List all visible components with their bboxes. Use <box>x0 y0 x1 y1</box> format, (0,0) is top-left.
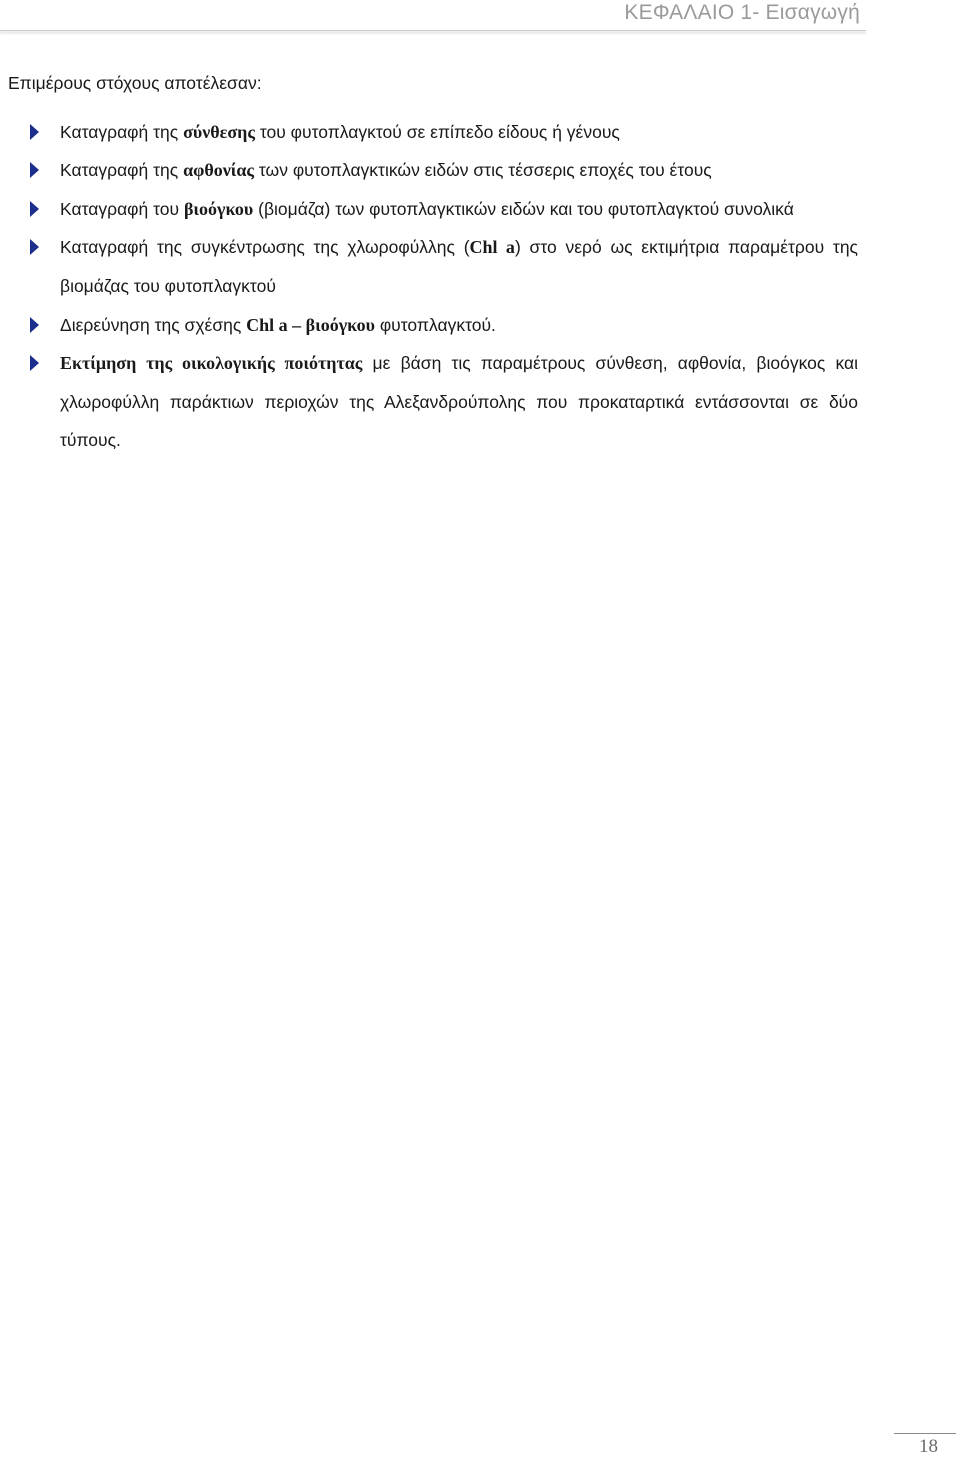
triangle-bullet-icon <box>30 201 39 217</box>
list-item-text: Διερεύνηση της σχέσης <box>60 314 247 335</box>
header-divider <box>0 30 866 31</box>
list-item <box>8 306 858 345</box>
list-item-bold-text: Chl a – βιοόγκου <box>246 314 375 335</box>
triangle-bullet-icon <box>30 355 39 371</box>
footer-divider <box>894 1433 956 1434</box>
document-body <box>8 64 858 460</box>
list-item <box>8 190 858 229</box>
list-item-bold-text: Εκτίμηση της οικολογικής ποιότητας <box>60 353 363 374</box>
list-item-text: ) στο νερό ως εκτιμήτρια παραμέτρου της βιομάζας του φυτοπλαγκτού <box>60 237 858 296</box>
list-item-text: των φυτοπλαγκτικών ειδών στις τέσσερις εποχές του έτους <box>254 160 712 181</box>
list-item-bold-text: βιοόγκου <box>183 198 254 219</box>
running-header-chapter-title: ΚΕΦΑΛΑΙΟ 1- Εισαγωγή <box>624 1 860 24</box>
triangle-bullet-icon <box>30 124 39 140</box>
list-item-text: με βάση τις παραμέτρους σύνθεση, αφθονία, βιοόγκος και χλωροφύλλη παράκτιων περιοχών της Αλεξανδρούπολης που προκαταρτικά εντάσσονται σε δύο τύπους. <box>60 353 858 451</box>
list-item-text: του φυτοπλαγκτού σε επίπεδο είδους ή γένους <box>254 121 620 142</box>
list-item-text: Καταγραφή της <box>60 121 184 142</box>
triangle-bullet-icon <box>30 162 39 178</box>
list-item-text: (βιομάζα) των φυτοπλαγκτικών ειδών και του φυτοπλαγκτού συνολικά <box>253 198 794 219</box>
list-item <box>8 344 858 460</box>
list-item <box>8 151 858 190</box>
triangle-bullet-icon <box>30 239 39 255</box>
list-item-text: Καταγραφή της συγκέντρωσης της χλωροφύλλης ( <box>60 237 470 258</box>
list-item <box>8 113 858 152</box>
intro-paragraph: Επιμέρους στόχους αποτέλεσαν: <box>8 73 262 93</box>
list-item-text: Καταγραφή της <box>60 160 184 181</box>
list-item-bold-text: Chl a <box>469 237 515 258</box>
page-number: 18 <box>919 1436 938 1457</box>
list-item-text: Καταγραφή του <box>60 198 184 219</box>
objectives-list <box>8 113 858 460</box>
list-item <box>8 228 858 305</box>
list-item-bold-text: αφθονίας <box>183 160 255 181</box>
list-item-bold-text: σύνθεσης <box>183 121 255 142</box>
triangle-bullet-icon <box>30 317 39 333</box>
list-item-text: φυτοπλαγκτού. <box>374 314 496 335</box>
